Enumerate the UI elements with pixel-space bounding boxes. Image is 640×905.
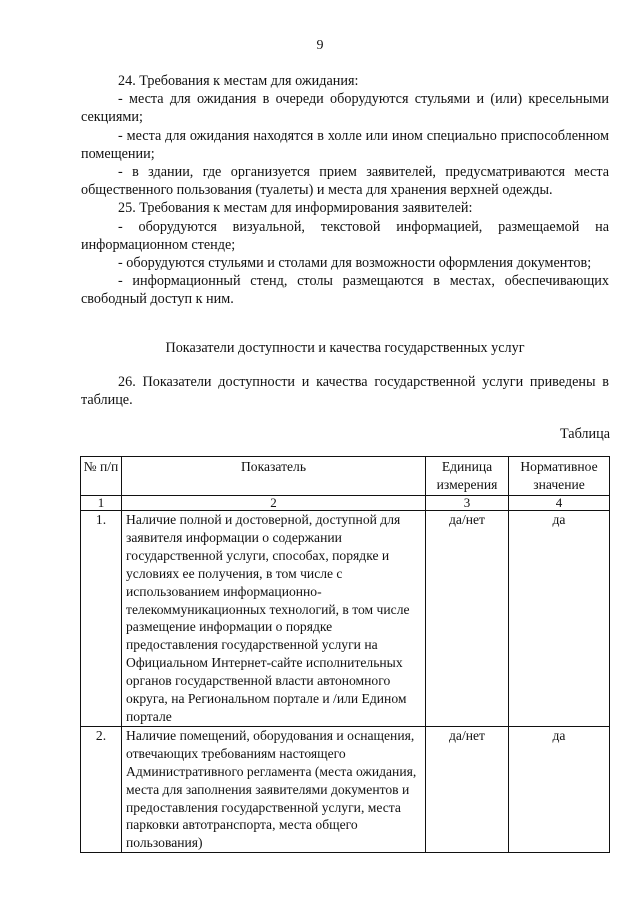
table-row (81, 726, 610, 852)
header-number: № п/п (81, 457, 122, 496)
section-25-item: - оборудуются стульями и столами для возможности оформления документов; (118, 255, 592, 272)
row-number: 2. (81, 726, 122, 852)
column-index: 3 (426, 496, 509, 511)
row-unit: да/нет (426, 726, 509, 852)
column-index: 2 (122, 496, 426, 511)
row-norm-value: да (509, 726, 610, 852)
header-norm-value: Нормативное значение (509, 457, 610, 496)
column-index: 4 (509, 496, 610, 511)
section-heading: Показатели доступности и качества государственных услуг (165, 340, 525, 356)
header-unit: Единица измерения (426, 457, 509, 496)
table-header-row (81, 457, 610, 496)
section-26-intro: 26. Показатели доступности и качества государственной услуги приведены в таблице. (81, 374, 609, 409)
table-row (81, 511, 610, 727)
column-index: 1 (81, 496, 122, 511)
requirements-text (81, 72, 609, 309)
section-24-item: - места для ожидания в очереди оборудуются стульями и (или) кресельными секциями; (81, 91, 609, 126)
row-indicator: Наличие помещений, оборудования и оснащения, отвечающих требованиям настоящего Административного регламента (места ожидания, места для заполнения заявителями документов и предоставления государственной услуги, места парковки автотранспорта, места общего пользования) (122, 726, 426, 852)
row-number: 1. (81, 511, 122, 727)
indicators-table (80, 456, 610, 853)
row-norm-value: да (509, 511, 610, 727)
section-25-item: - оборудуются визуальной, текстовой информацией, размещаемой на информационном стенде; (81, 218, 609, 253)
section-24-title: 24. Требования к местам для ожидания: (118, 73, 359, 89)
page-number: 9 (316, 38, 324, 53)
section-25-title: 25. Требования к местам для информирования заявителей: (118, 200, 473, 217)
row-indicator: Наличие полной и достоверной, доступной для заявителя информации о содержании государственной услуги, способах, порядке и условиях ее получения, в том числе с использованием информационно-телекоммуникационных технологий, в том числе размещение информации о порядке предоставления государственной услуги на Официальном Интернет-сайте исполнительных органов государственной власти автономного округа, на Региональном портале и /или Едином портале (122, 511, 426, 727)
section-24-item: - места для ожидания находятся в холле или ином специально приспособленном помещении; (81, 127, 609, 162)
section-25-item: - информационный стенд, столы размещаются в местах, обеспечивающих свободный доступ к ним. (81, 273, 609, 308)
section-24-item: - в здании, где организуется прием заявителей, предусматриваются места общественного пользования (туалеты) и места для хранения верхней одежды. (81, 164, 609, 199)
header-indicator: Показатель (122, 457, 426, 496)
row-unit: да/нет (426, 511, 509, 727)
column-index-row (81, 496, 610, 511)
table-label: Таблица (559, 426, 610, 442)
